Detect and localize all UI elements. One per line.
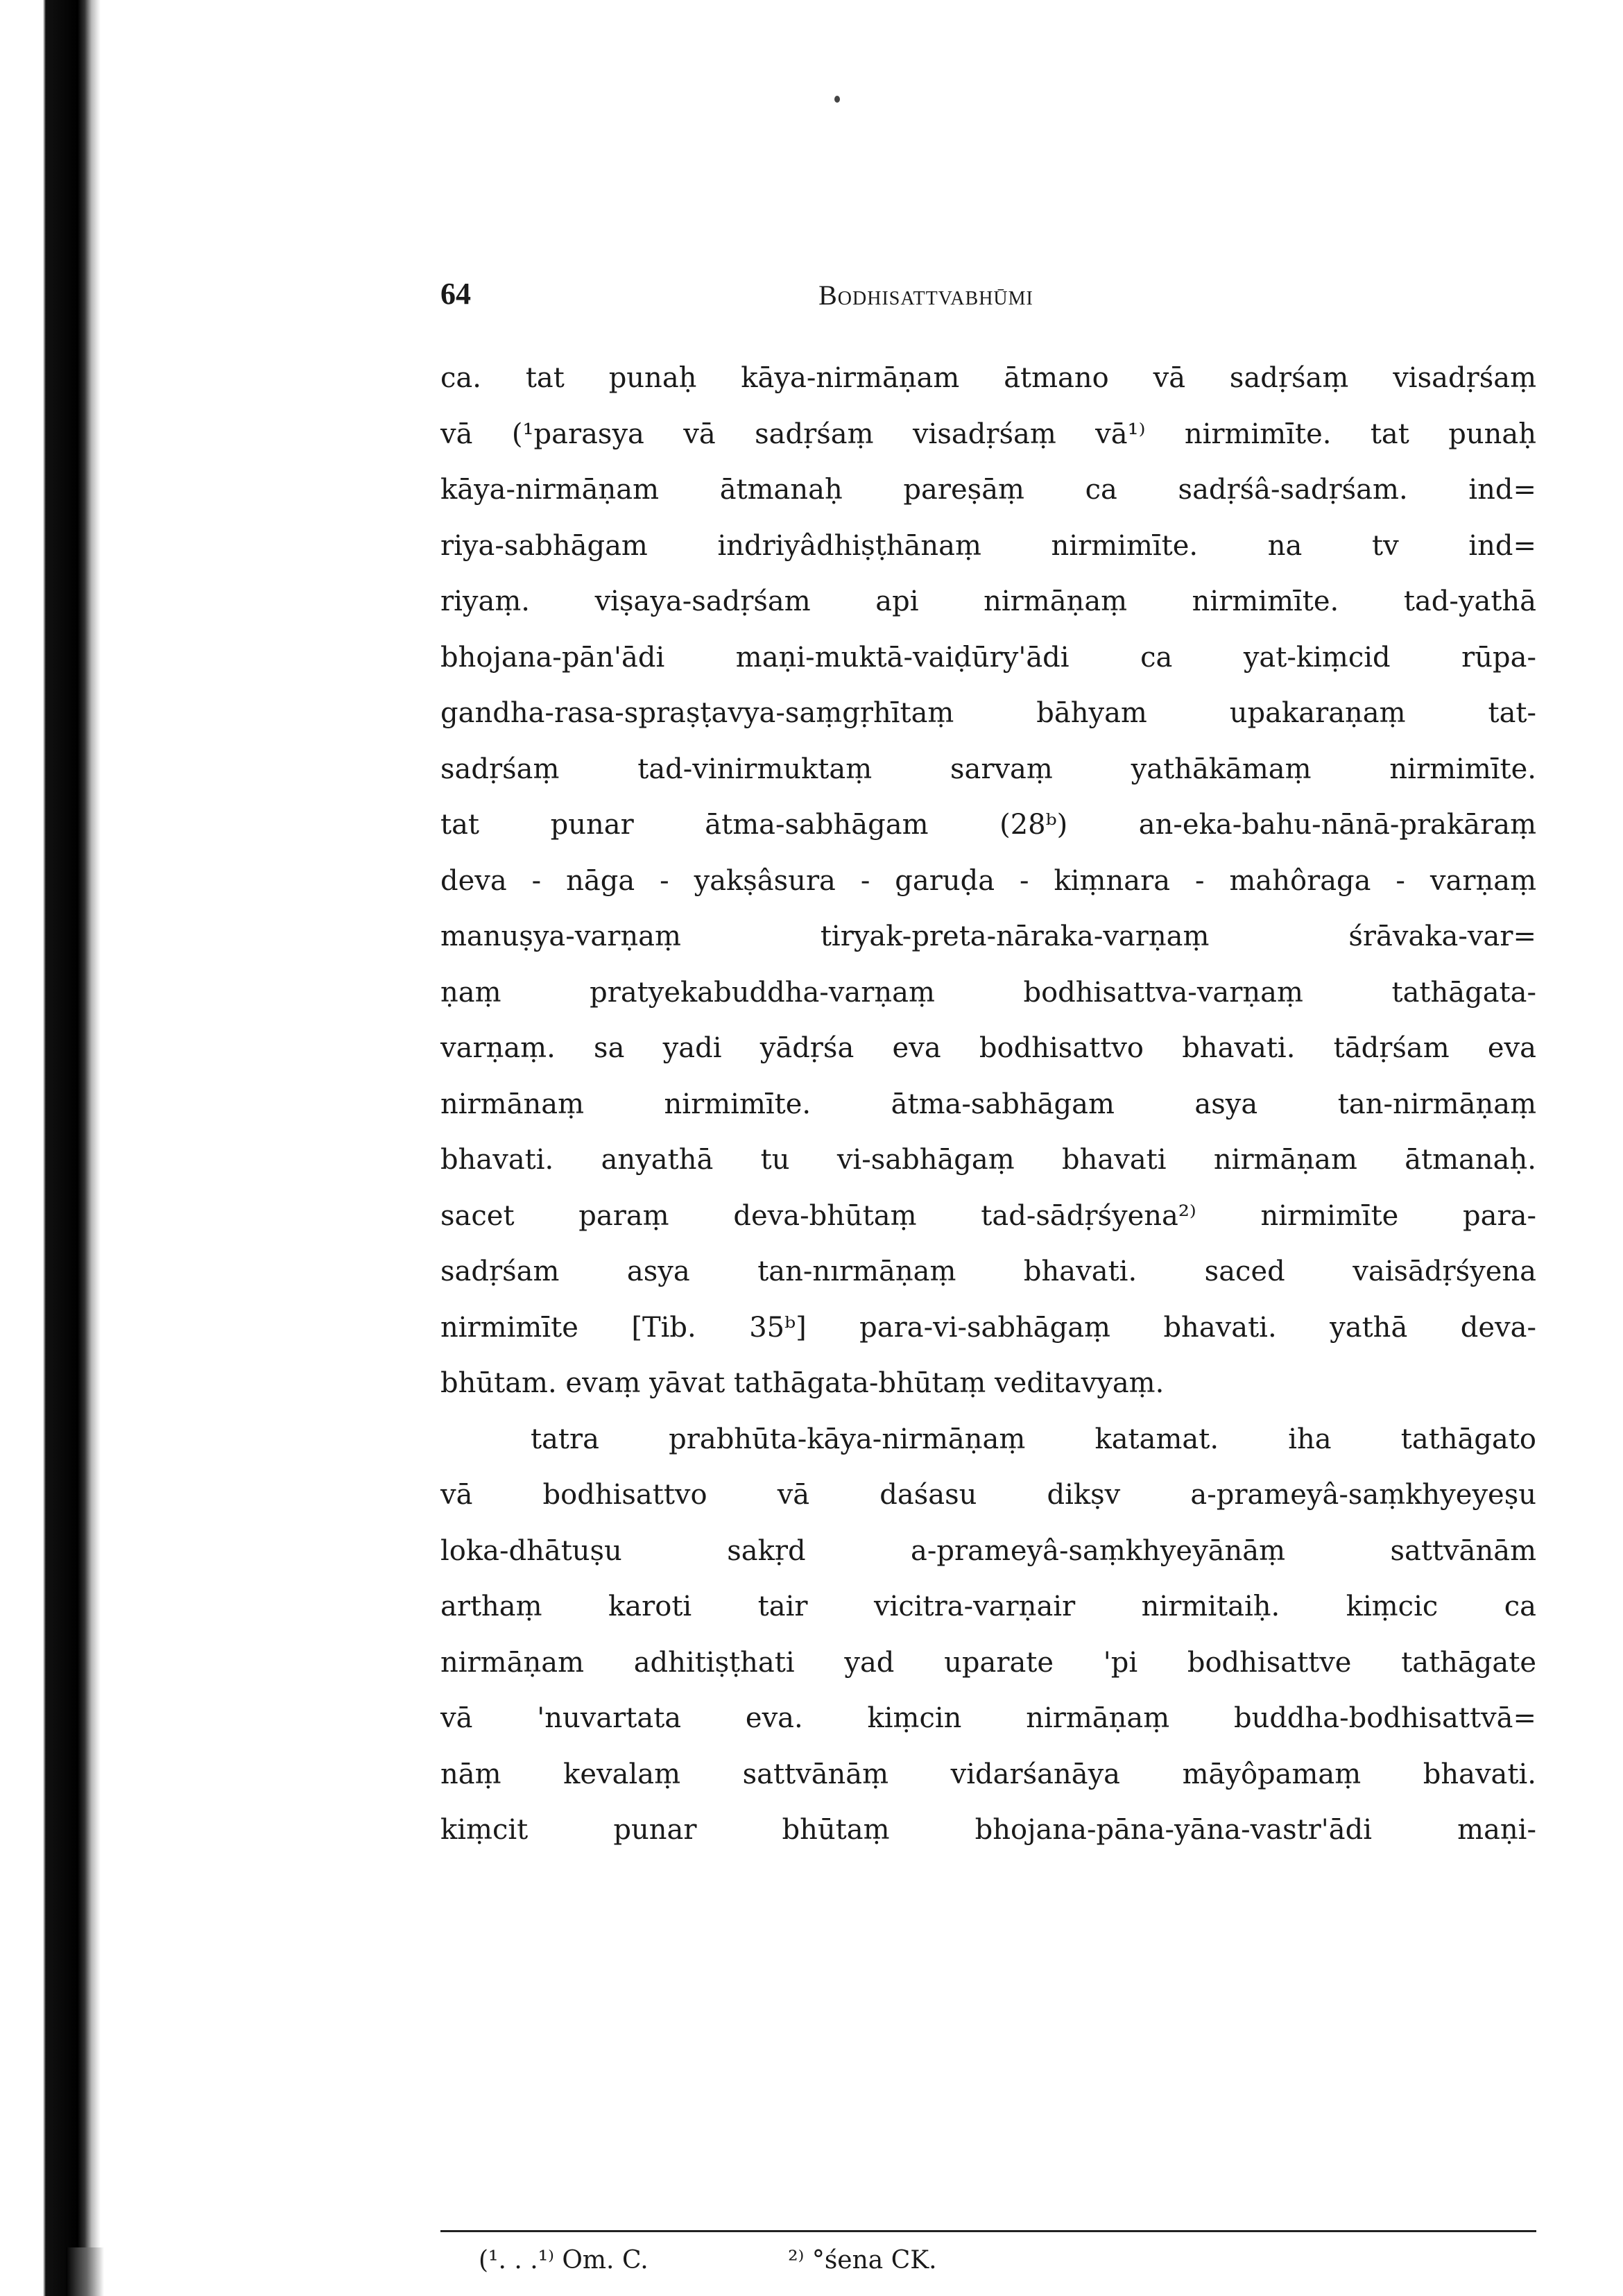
paragraph-last-line: bhūtam. evaṃ yāvat tathāgata-bhūtaṃ veditavyaṃ. — [440, 1367, 1165, 1399]
page-number: 64 — [440, 277, 471, 311]
paragraph-first-line: tatra prabhūta-kāya-nirmāṇaṃ katamat. iha tathāgato — [531, 1423, 1536, 1455]
text-line: nirmānaṃ nirmimīte. ātma-sabhāgam asya tan-nirmāṇaṃ — [440, 1088, 1536, 1120]
scan-binding-edge — [0, 0, 101, 2296]
scan-speck — [834, 96, 840, 103]
text-line: riya-sabhāgam indriyâdhiṣṭhānaṃ nirmimīte. na tv ind= — [440, 529, 1536, 562]
footnote-1: (¹. . .¹⁾ Om. C. — [479, 2246, 649, 2274]
text-line: nāṃ kevalaṃ sattvānāṃ vidarśanāya māyôpamaṃ bhavati. — [440, 1758, 1536, 1790]
body-text — [440, 350, 1536, 1858]
text-line: kāya-nirmāṇam ātmanaḥ pareṣāṃ ca sadṛśâ-sadṛśam. ind= — [440, 474, 1536, 506]
text-line: tat punar ātma-sabhāgam (28ᵇ) an-eka-bahu-nānā-prakāraṃ — [440, 809, 1536, 841]
footnotes — [479, 2246, 1519, 2274]
scan-binding-edge-bottom — [66, 2247, 104, 2296]
footnote-2: ²⁾ °śena CK. — [788, 2246, 937, 2274]
text-line: bhavati. anyathā tu vi-sabhāgaṃ bhavati nirmāṇam ātmanaḥ. — [440, 1144, 1536, 1176]
text-line: vā bodhisattvo vā daśasu dikṣv a-prameyâ-saṃkhyeyeṣu — [440, 1479, 1536, 1511]
text-line: gandha-rasa-spraṣṭavya-saṃgṛhītaṃ bāhyam upakaraṇaṃ tat- — [440, 697, 1536, 729]
text-line: loka-dhātuṣu sakṛd a-prameyâ-saṃkhyeyānāṃ sattvānām — [440, 1534, 1536, 1567]
text-line: deva - nāga - yakṣâsura - garuḍa - kiṃnara - mahôraga - varṇaṃ — [440, 864, 1536, 897]
text-line: sadṛśaṃ tad-vinirmuktaṃ sarvaṃ yathākāmaṃ nirmimīte. — [440, 753, 1536, 785]
text-line: bhojana-pān'ādi maṇi-muktā-vaiḍūry'ādi ca yat-kiṃcid rūpa- — [440, 641, 1536, 674]
text-line: kiṃcit punar bhūtaṃ bhojana-pāna-yāna-vastr'ādi maṇi- — [440, 1814, 1536, 1846]
text-line: ṇaṃ pratyekabuddha-varṇaṃ bodhisattva-varṇaṃ tathāgata- — [440, 976, 1536, 1009]
text-line: ca. tat punaḥ kāya-nirmāṇam ātmano vā sadṛśaṃ visadṛśaṃ — [440, 362, 1536, 394]
text-line: manuṣya-varṇaṃ tiryak-preta-nāraka-varṇaṃ śrāvaka-var= — [440, 920, 1536, 952]
text-line: nirmāṇam adhitiṣṭhati yad uparate 'pi bodhisattve tathāgate — [440, 1646, 1536, 1679]
text-line: sadṛśam asya tan-nırmāṇaṃ bhavati. saced vaisādṛśyena — [440, 1256, 1536, 1287]
text-line: nirmimīte [Tib. 35ᵇ] para-vi-sabhāgaṃ bhavati. yathā deva- — [440, 1311, 1536, 1344]
text-line: sacet paraṃ deva-bhūtaṃ tad-sādṛśyena²⁾ nirmimīte para- — [440, 1199, 1536, 1232]
running-title: Bodhisattvabhūmi — [818, 280, 1033, 311]
text-line: riyaṃ. viṣaya-sadṛśam api nirmāṇaṃ nirmimīte. tad-yathā — [440, 585, 1536, 617]
footnote-rule — [440, 2230, 1536, 2232]
text-line: arthaṃ karoti tair vicitra-varṇair nirmitaiḥ. kiṃcic ca — [440, 1591, 1536, 1622]
text-line: vā 'nuvartata eva. kiṃcin nirmāṇaṃ buddha-bodhisattvā= — [440, 1702, 1536, 1734]
text-line: varṇaṃ. sa yadi yādṛśa eva bodhisattvo bhavati. tādṛśam eva — [440, 1032, 1536, 1064]
text-line: vā (¹parasya vā sadṛśaṃ visadṛśaṃ vā¹⁾ nirmimīte. tat punaḥ — [440, 418, 1536, 450]
page-header — [440, 276, 1536, 318]
